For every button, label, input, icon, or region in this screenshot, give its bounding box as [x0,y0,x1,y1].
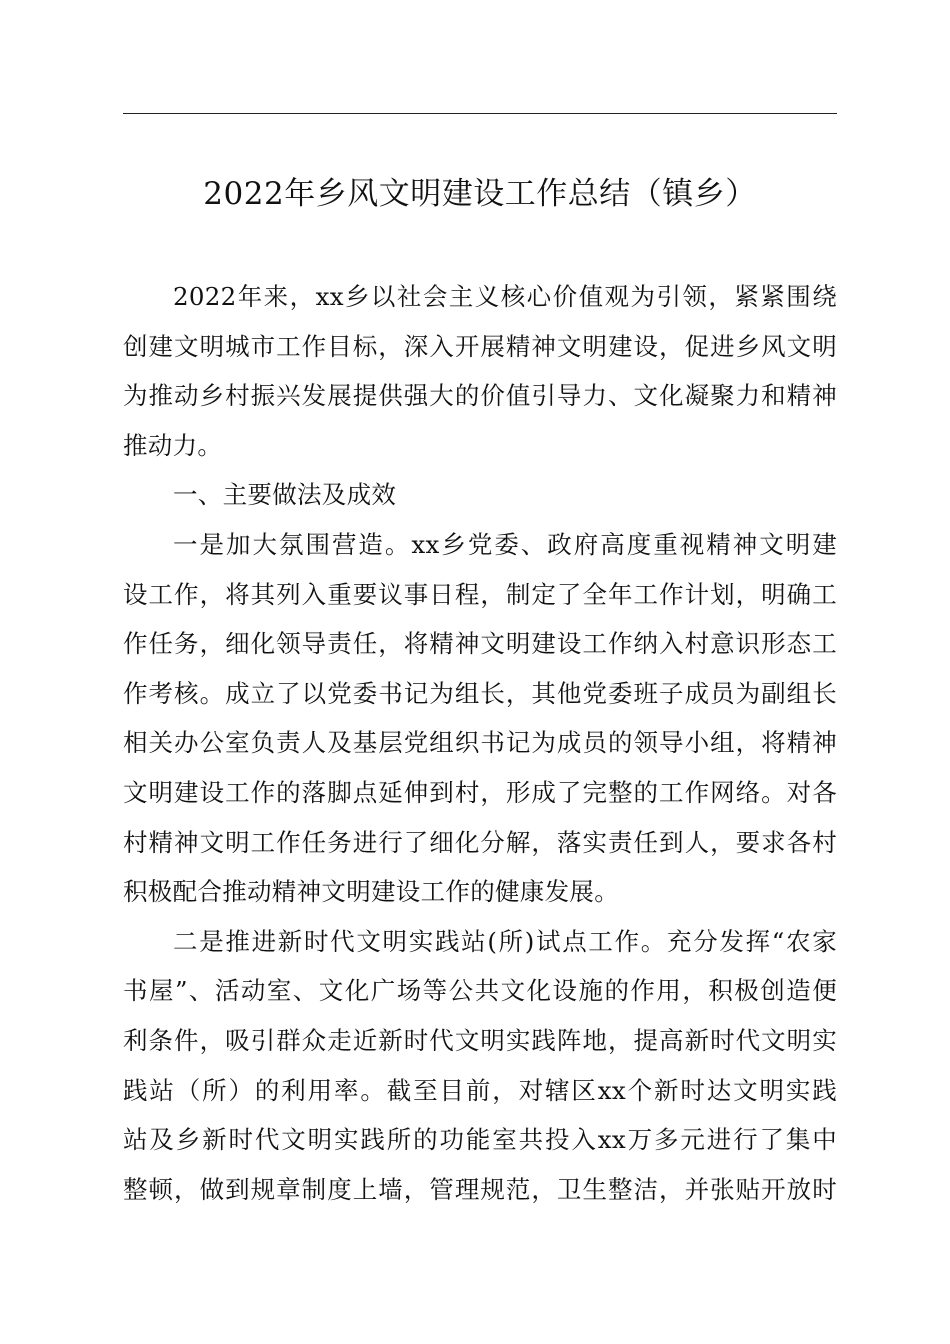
document-body [123,272,837,1214]
measure1-line-8: 积极配合推动精神文明建设工作的健康发展。 [123,877,619,907]
measure2-line-6: 整顿，做到规章制度上墙，管理规范，卫生整洁，并张贴开放时 [123,1174,837,1204]
measure2-line-4: 践站（所）的利用率。截至目前，对辖区xx个新时达文明实践 [123,1075,837,1105]
measure1-line-2: 设工作，将其列入重要议事日程，制定了全年工作计划，明确工 [123,579,837,609]
measure1-line-4: 作考核。成立了以党委书记为组长，其他党委班子成员为副组长 [123,678,837,708]
measure2-line-3: 利条件，吸引群众走近新时代文明实践阵地，提高新时代文明实 [123,1025,837,1055]
intro-line-3: 为推动乡村振兴发展提供强大的价值引导力、文化凝聚力和精神 [123,381,837,411]
measure2-line-5: 站及乡新时代文明实践所的功能室共投入xx万多元进行了集中 [123,1125,837,1155]
section-heading: 一、主要做法及成效 [173,480,397,510]
measure1-line-5: 相关办公室负责人及基层党组织书记为成员的领导小组，将精神 [123,728,837,758]
measure1-line-7: 村精神文明工作任务进行了细化分解，落实责任到人，要求各村 [123,827,837,857]
measure2-line-1: 二是推进新时代文明实践站(所)试点工作。充分发挥“农家 [173,926,837,956]
document-title: 2022年乡风文明建设工作总结（镇乡） [203,176,757,212]
header-rule [123,113,837,114]
measure1-line-3: 作任务，细化领导责任，将精神文明建设工作纳入村意识形态工 [123,629,837,659]
intro-line-4: 推动力。 [123,430,223,460]
measure1-line-1: 一是加大氛围营造。xx乡党委、政府高度重视精神文明建 [173,529,837,559]
intro-line-1: 2022年来，xx乡以社会主义核心价值观为引领，紧紧围绕 [173,282,837,311]
intro-line-2: 创建文明城市工作目标，深入开展精神文明建设，促进乡风文明 [123,331,837,361]
measure2-line-2: 书屋”、活动室、文化广场等公共文化设施的作用，积极创造便 [123,976,837,1006]
measure1-line-6: 文明建设工作的落脚点延伸到村，形成了完整的工作网络。对各 [123,777,837,807]
